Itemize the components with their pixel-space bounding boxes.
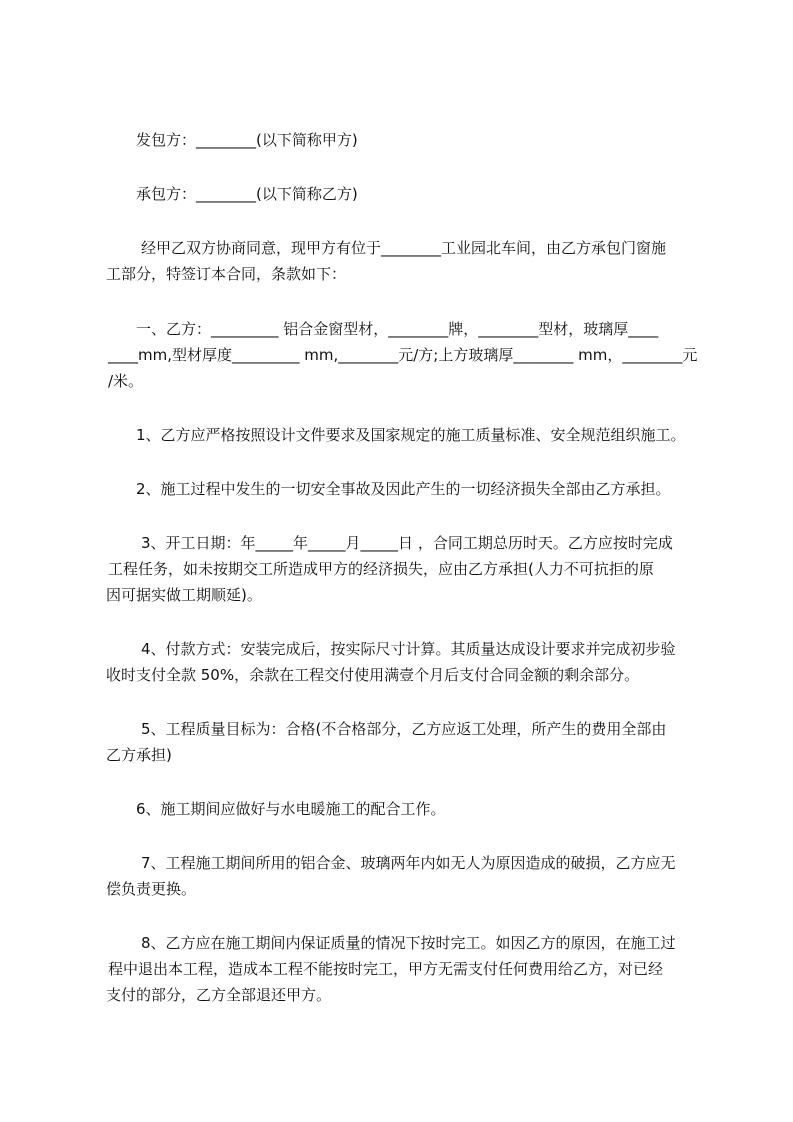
clause-7-line-1: 7、工程施工期间所用的铝合金、玻璃两年内如无人为原因造成的破损，乙方应无: [141, 854, 676, 872]
clause-7-line-2: 偿负责更换。: [106, 880, 197, 898]
party-b-line: 承包方：________(以下简称乙方): [136, 185, 358, 203]
section-one-line-3: /米。: [108, 372, 144, 390]
clause-8-line-3: 支付的部分，乙方全部退还甲方。: [106, 986, 332, 1004]
clause-4-line-1: 4、付款方式：安装完成后，按实际尺寸计算。其质量达成设计要求并完成初步验: [141, 640, 676, 658]
section-one-line-2: ____mm,型材厚度_________ mm,________元/方;上方玻璃厚________ mm，________元: [108, 346, 698, 364]
clause-3-line-3: 因可据实做工期顺延)。: [106, 586, 262, 604]
clause-1-line-1: 1、乙方应严格按照设计文件要求及国家规定的施工质量标准、安全规范组织施工。: [136, 426, 686, 444]
intro-line-1: 经甲乙双方协商同意，现甲方有位于________工业园北车间，由乙方承包门窗施: [141, 239, 667, 257]
section-one-line-1: 一、乙方：_________ 铝合金窗型材，________牌，________型材，玻璃厚____: [136, 320, 659, 338]
clause-4-line-2: 收时支付全款 50%，余款在工程交付使用满壹个月后支付合同金额的剩余部分。: [106, 666, 640, 684]
clause-3-line-1: 3、开工日期：年_____年_____月_____日 ，合同工期总历时天。乙方应按时完成: [141, 534, 673, 552]
clause-8-line-1: 8、乙方应在施工期间内保证质量的情况下按时完工。如因乙方的原因，在施工过: [141, 934, 676, 952]
clause-5-line-1: 5、工程质量目标为：合格(不合格部分，乙方应返工处理，所产生的费用全部由: [141, 720, 667, 738]
clause-3-line-2: 工程任务，如未按期交工所造成甲方的经济损失，应由乙方承担(人力不可抗拒的原: [108, 560, 654, 578]
clause-2-line-1: 2、施工过程中发生的一切安全事故及因此产生的一切经济损失全部由乙方承担。: [136, 480, 671, 498]
clause-6-line-1: 6、施工期间应做好与水电暖施工的配合工作。: [136, 800, 446, 818]
intro-line-2: 工部分，特签订本合同，条款如下：: [106, 265, 347, 283]
clause-8-line-2: 程中退出本工程，造成本工程不能按时完工，甲方无需支付任何费用给乙方，对已经: [108, 960, 664, 978]
party-a-line: 发包方：________(以下简称甲方): [136, 131, 358, 149]
clause-5-line-2: 乙方承担): [106, 746, 172, 764]
